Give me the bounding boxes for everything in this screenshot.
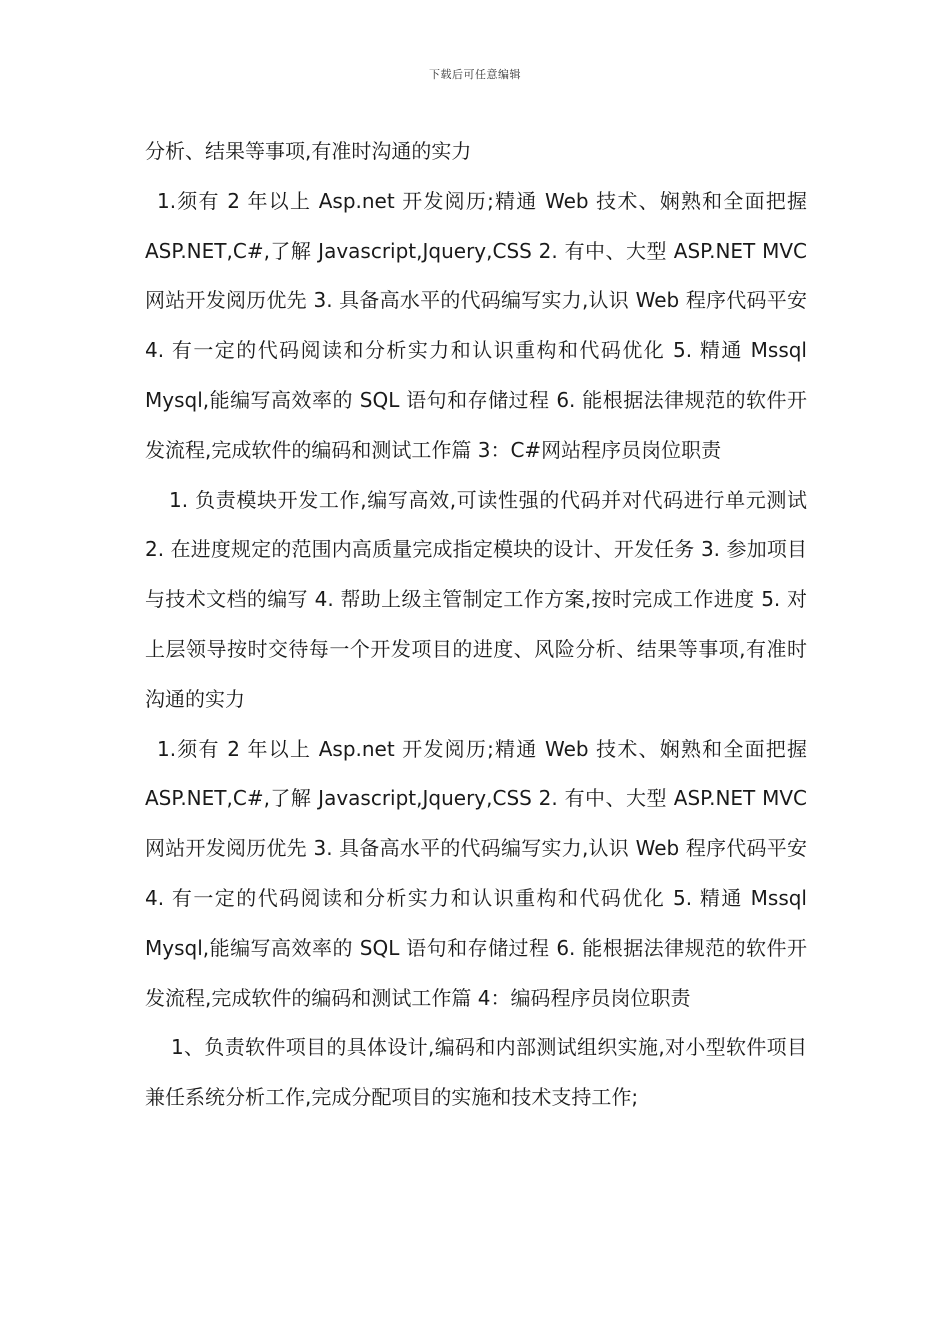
paragraph-5: 1、负责软件项目的具体设计,编码和内部测试组织实施,对小型软件项目兼任系统分析工作,完成分配项目的实施和技术支持工作;	[145, 1035, 807, 1110]
paragraph-4: 1.须有 2 年以上 Asp.net 开发阅历;精通 Web 技术、娴熟和全面把握 ASP.NET,C#,了解 Javascript,Jquery,CSS 2. 有中、大型 ASP.NET MVC 网站开发阅历优先 3. 具备高水平的代码编写实力,认识 Web 程序代码平安 4. 有一定的代码阅读和分析实力和认识重构和代码优化 5. 精通 Mssql Mysql,能编写高效率的 SQL 语句和存储过程 6. 能根据法律规范的软件开发流程,完成软件的编码和测试工作篇 4：编码程序员岗位职责	[145, 736, 807, 1010]
document-body	[145, 127, 807, 1123]
paragraph-2: 1.须有 2 年以上 Asp.net 开发阅历;精通 Web 技术、娴熟和全面把握 ASP.NET,C#,了解 Javascript,Jquery,CSS 2. 有中、大型 ASP.NET MVC 网站开发阅历优先 3. 具备高水平的代码编写实力,认识 Web 程序代码平安 4. 有一定的代码阅读和分析实力和认识重构和代码优化 5. 精通 Mssql Mysql,能编写高效率的 SQL 语句和存储过程 6. 能根据法律规范的软件开发流程,完成软件的编码和测试工作篇 3：C#网站程序员岗位职责	[145, 188, 807, 462]
paragraph-1: 分析、结果等事项,有准时沟通的实力	[145, 139, 472, 163]
page-header: 下载后可任意编辑	[429, 68, 521, 81]
paragraph-3: 1. 负责模块开发工作,编写高效,可读性强的代码并对代码进行单元测试 2. 在进度规定的范围内高质量完成指定模块的设计、开发任务 3. 参加项目与技术文档的编写 4. 帮助上级主管制定工作方案,按时完成工作进度 5. 对上层领导按时交待每一个开发项目的进度、风险分析、结果等事项,有准时沟通的实力	[145, 487, 807, 711]
